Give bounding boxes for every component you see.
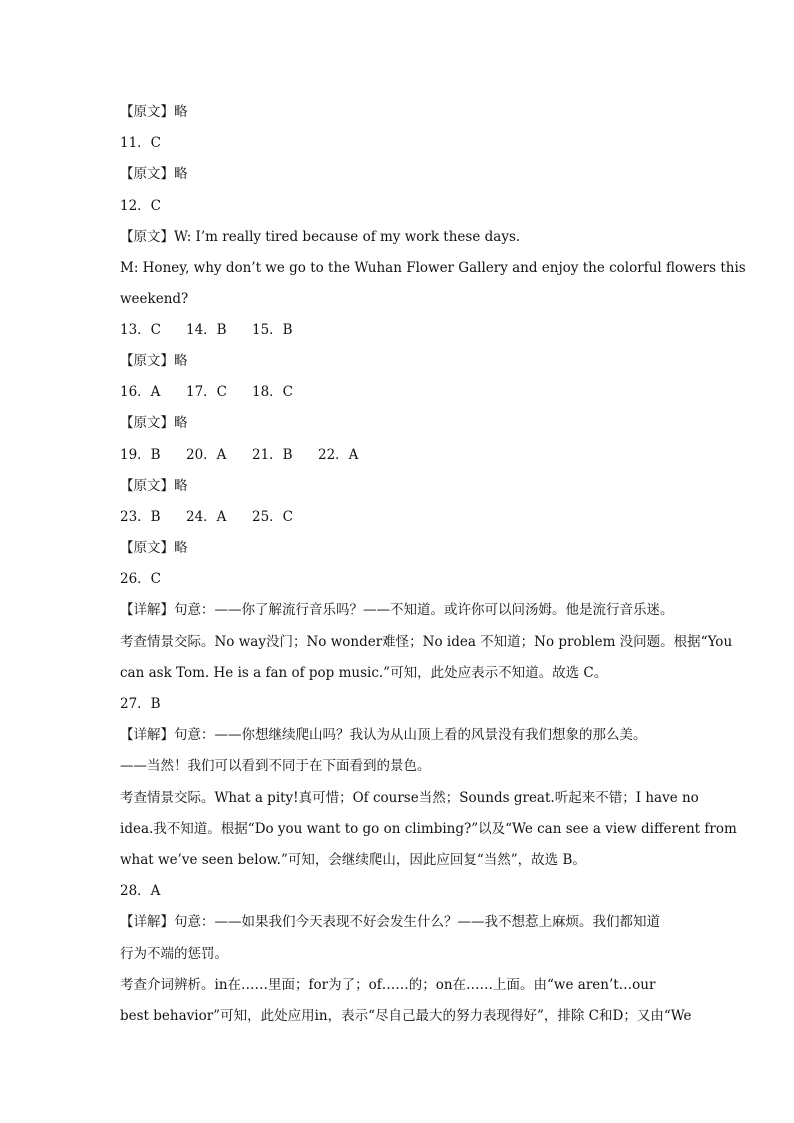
answer-11: 11．C [120, 135, 162, 151]
explanation-line: ——当然！我们可以看到不同于在下面看到的景色。 [120, 758, 431, 774]
answer-25: 25．C [252, 509, 294, 525]
original-text-label: 【原文】略 [120, 353, 188, 369]
original-text-label: 【原文】略 [120, 415, 188, 431]
original-text-label: 【原文】略 [120, 540, 188, 556]
answer-row-23-25 [120, 508, 680, 526]
explanation-line: what we’ve seen below.”可知，会继续爬山，因此应回复“当然”，故选 B。 [120, 852, 586, 868]
transcript-line: M: Honey, why don’t we go to the Wuhan Flower Gallery and enjoy the colorful flowers this [120, 260, 746, 276]
explanation-line: idea.我不知道。根据“Do you want to go on climbing?”以及“We can see a view different from [120, 821, 737, 837]
answer-22: 22．A [318, 447, 359, 463]
explanation-line: 【详解】句意：——你了解流行音乐吗？——不知道。或许你可以问汤姆。他是流行音乐迷。 [120, 602, 674, 618]
answer-12: 12．C [120, 198, 162, 214]
transcript-line: 【原文】W: I’m really tired because of my work these days. [120, 229, 521, 245]
original-text-label: 【原文】略 [120, 166, 188, 182]
explanation-line: 考查介词辨析。in在……里面；for为了；of……的；on在……上面。由“we aren’t…our [120, 977, 656, 993]
explanation-line: best behavior”可知，此处应用in，表示“尽自己最大的努力表现得好”，排除 C和D；又由“We [120, 1008, 692, 1024]
answer-28: 28．A [120, 883, 161, 899]
explanation-line: 考查情景交际。No way没门；No wonder难怪；No idea 不知道；No problem 没问题。根据“You [120, 634, 733, 650]
answer-row-16-18 [120, 383, 680, 401]
answer-16: 16．A [120, 384, 161, 400]
explanation-line: 【详解】句意：——你想继续爬山吗？我认为从山顶上看的风景没有我们想象的那么美。 [120, 727, 647, 743]
explanation-line: 【详解】句意：——如果我们今天表现不好会发生什么？——我不想惹上麻烦。我们都知道 [120, 914, 660, 930]
original-text-label: 【原文】略 [120, 478, 188, 494]
answer-21: 21．B [252, 447, 293, 463]
explanation-line: can ask Tom. He is a fan of pop music.”可知，此处应表示不知道。故选 C。 [120, 665, 608, 681]
answer-13: 13．C [120, 322, 162, 338]
answer-26: 26．C [120, 571, 162, 587]
explanation-line: 行为不端的惩罚。 [120, 946, 228, 962]
answer-24: 24．A [186, 509, 227, 525]
answer-18: 18．C [252, 384, 294, 400]
transcript-line: weekend? [120, 291, 189, 307]
original-text-label: 【原文】略 [120, 104, 188, 120]
answer-27: 27．B [120, 696, 161, 712]
answer-23: 23．B [120, 509, 161, 525]
answer-20: 20．A [186, 447, 227, 463]
answer-14: 14．B [186, 322, 227, 338]
answer-19: 19．B [120, 447, 161, 463]
answer-17: 17．C [186, 384, 228, 400]
explanation-line: 考查情景交际。What a pity!真可惜；Of course当然；Sounds great.听起来不错；I have no [120, 790, 699, 806]
answer-row-13-15 [120, 321, 680, 339]
answer-15: 15．B [252, 322, 293, 338]
answer-row-19-22 [120, 446, 680, 464]
